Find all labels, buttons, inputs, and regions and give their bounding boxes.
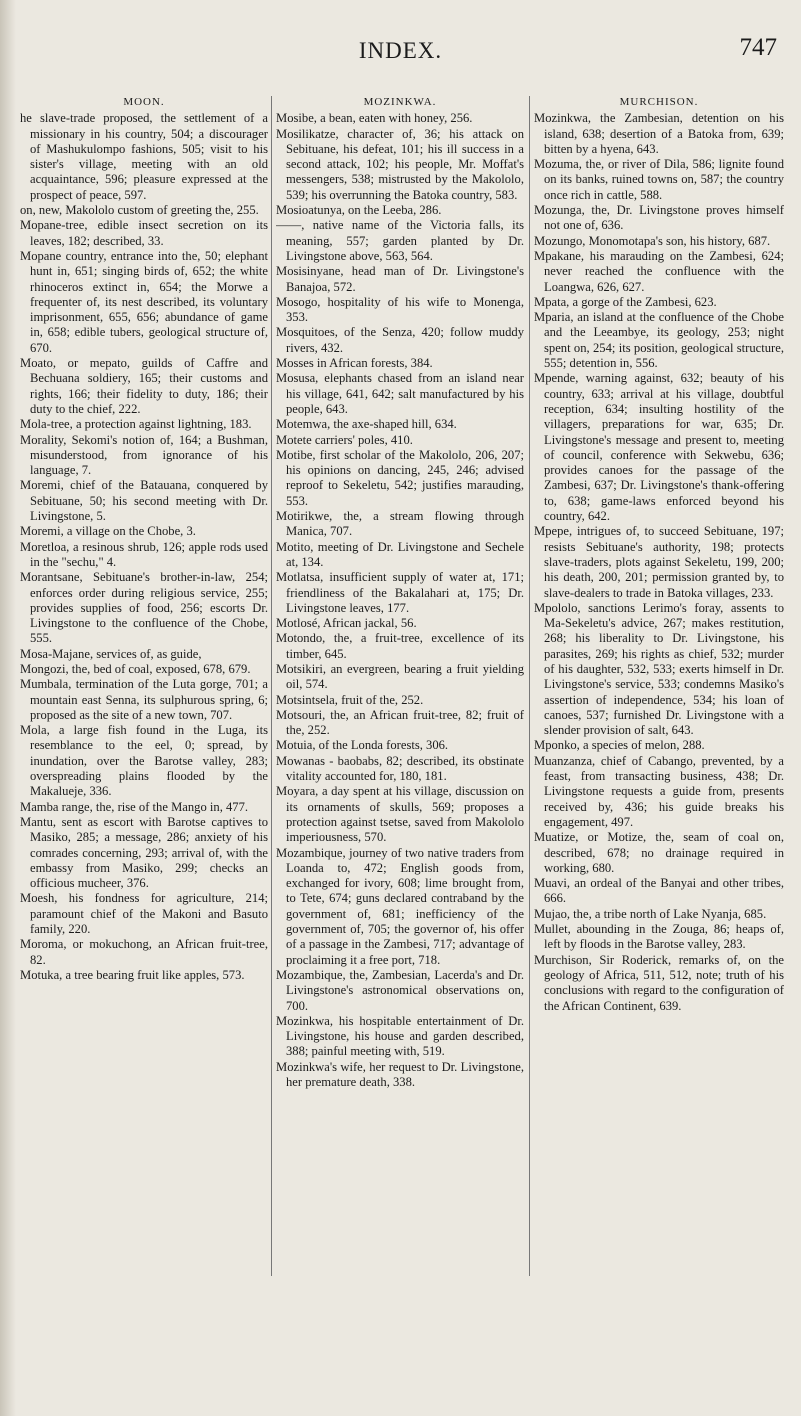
index-entry: Mopane-tree, edible insect secretion on its leaves, 182; described, 33. <box>20 218 268 248</box>
index-entry: Muanzanza, chief of Cabango, prevented, by a feast, from transacting business, 438; Dr. Livingstone requests a guide from, presents received by, 436; his guide breaks his engagement, 497. <box>534 753 784 829</box>
index-entry: Moretloa, a resinous shrub, 126; apple rods used in the "sechu," 4. <box>20 539 268 569</box>
page-binding-shadow <box>0 0 16 1416</box>
index-entry: Muatize, or Motize, the, seam of coal on, described, 678; no drainage required in working, 680. <box>534 830 784 875</box>
index-entry: Mosa-Majane, services of, as guide, <box>20 646 202 661</box>
index-column-2 <box>276 95 524 1395</box>
running-head <box>0 38 801 68</box>
index-entry: Motuka, a tree bearing fruit like apples, 573. <box>20 967 245 982</box>
index-entry: Mosses in African forests, 384. <box>276 356 433 371</box>
index-entry: Mpende, warning against, 632; beauty of his country, 633; arrival at his village, doubtful reception, 634; insulting hostility of the villagers, preparations for war, 635; Dr. Livingstone's message and present to, meeting of council, conference with Sekwebu, 636; provides canoes for the passage of the Zambesi, 637; Dr. Livingstone's thank-offering to, 638; game-laws enforced beyond his country, 642. <box>534 371 784 524</box>
index-entry: Motuia, of the Londa forests, 306. <box>276 738 449 753</box>
index-entry: Moremi, a village on the Chobe, 3. <box>20 524 196 539</box>
index-entry: Mosogo, hospitality of his wife to Monenga, 353. <box>276 294 524 325</box>
index-entry: Motemwa, the axe-shaped hill, 634. <box>276 417 457 432</box>
index-entry: Mozinkwa, his hospitable entertainment of Dr. Livingstone, his house and garden described, 388; painful meeting with, 519. <box>276 1013 524 1059</box>
index-entry: Mosioatunya, on the Leeba, 286. <box>276 203 442 218</box>
column-heading: MOZINKWA. <box>363 96 437 108</box>
index-entry: Moato, or mepato, guilds of Caffre and Bechuana soldiery, 165; their customs and rights, 166; their fidelity to duty, 186; their duty to the chief, 222. <box>20 356 268 416</box>
index-entry: Motsouri, the, an African fruit-tree, 82; fruit of the, 252. <box>276 707 524 738</box>
index-entry: Mola-tree, a protection against lightning, 183. <box>20 417 252 432</box>
index-entry: Moesh, his fondness for agriculture, 214; paramount chief of the Makoni and Basuto family, 220. <box>20 891 268 937</box>
index-entry: Moroma, or mokuchong, an African fruit-tree, 82. <box>20 937 268 967</box>
index-entry: Morantsane, Sebituane's brother-in-law, 254; enforces order during religious service, 255; provides supplies of food, 256; escorts Dr. Livingstone to the confluence of the Chobe, 555. <box>20 570 268 646</box>
index-entry: Moremi, chief of the Batauana, conquered by Sebituane, 50; his second meeting with Dr. Livingstone, 5. <box>20 478 268 524</box>
index-entry: Mozungo, Monomotapa's son, his history, 687. <box>534 233 771 248</box>
index-entry: Mozinkwa's wife, her request to Dr. Livingstone, her premature death, 338. <box>276 1059 524 1089</box>
index-entry: Motlosé, African jackal, 56. <box>276 616 417 631</box>
column-heading: MURCHISON. <box>619 96 699 108</box>
index-entry: Motlatsa, insufficient supply of water at, 171; friendliness of the Bakalahari at, 175; Dr. Livingstone leaves, 177. <box>276 570 524 615</box>
index-entry: Mozambique, the, Zambesian, Lacerda's and Dr. Livingstone's astronomical observations on, 700. <box>276 967 524 1013</box>
index-entry: Mozambique, journey of two native traders from Loanda to, 472; English goods from, exchanged for ivory, 608; lime brought from, to Tete, 674; guns declared contraband by the government of, 681; inefficiency of the government of, 705; the governor of, his offer of a passage in the Zambesi, 717; advantage of proclaiming it a free port, 718. <box>276 845 524 967</box>
index-entry: Motirikwe, the, a stream flowing through Manica, 707. <box>276 509 524 539</box>
index-entry: Mowanas - baobabs, 82; described, its obstinate vitality accounted for, 180, 181. <box>276 753 524 784</box>
index-entry: Mullet, abounding in the Zouga, 86; heaps of, left by floods in the Barotse valley, 283. <box>534 922 784 952</box>
index-entry: Mosusa, elephants chased from an island near his village, 641, 642; salt manufactured by his people, 643. <box>276 371 524 416</box>
index-column-1 <box>20 95 268 1395</box>
index-entry: Mosibe, a bean, eaten with honey, 256. <box>276 111 473 126</box>
index-entry: Muavi, an ordeal of the Banyai and other tribes, 666. <box>534 876 784 906</box>
index-entry: Mujao, the, a tribe north of Lake Nyanja, 685. <box>534 906 767 921</box>
column-rule <box>271 96 272 1276</box>
index-entry: Mamba range, the, rise of the Mango in, 477. <box>20 799 249 814</box>
index-entry: Mpepe, intrigues of, to succeed Sebituane, 197; resists Sebituane's authority, 198; protects slave-traders, plots against Sekeletu, 199, 200; his death, 200, 201; permission granted by, to slave-dealers to trade in Batoka villages, 233. <box>534 524 784 600</box>
index-entry: Moyara, a day spent at his village, discussion on its ornaments of skulls, 569; proposes a protection against tsetse, saved from Makololo imperiousness, 570. <box>276 784 524 845</box>
index-entry: Mosisinyane, head man of Dr. Livingstone's Banajoa, 572. <box>276 264 524 294</box>
index-entry: Motsikiri, an evergreen, bearing a fruit yielding oil, 574. <box>276 661 524 692</box>
index-entry: on, new, Makololo custom of greeting the, 255. <box>20 203 259 218</box>
index-entry: Mozuma, the, or river of Dila, 586; lignite found on its banks, ruined towns on, 587; the country once rich in cattle, 588. <box>534 157 784 202</box>
index-entry: Mpakane, his marauding on the Zambesi, 624; never reached the confluence with the Loangwa, 626, 627. <box>534 248 784 294</box>
index-entry: Morality, Sekomi's notion of, 164; a Bushman, misunderstood, from ignorance of his language, 7. <box>20 432 268 478</box>
index-entry: Mozunga, the, Dr. Livingstone proves himself not one of, 636. <box>534 203 784 233</box>
index-entry: Mosilikatze, character of, 36; his attack on Sebituane, his defeat, 101; his ill success in a second attack, 102; his people, Mr. Moffat's messengers, 538; mistrusted by the Makololo, 539; his overrunning the Batoka country, 583. <box>276 126 524 202</box>
index-entry: Mparia, an island at the confluence of the Chobe and the Leeambye, its geology, 253; night spent on, 254; its position, geological structure, 555; detention in, 556. <box>534 310 784 371</box>
index-entry: Mozinkwa, the Zambesian, detention on his island, 638; desertion of a Batoka from, 639; bitten by a hyena, 643. <box>534 111 784 156</box>
page-number: 747 <box>739 34 777 61</box>
column-heading: MOON. <box>123 96 165 108</box>
index-entry: Motsintsela, fruit of the, 252. <box>276 692 424 707</box>
index-entry: Motito, meeting of Dr. Livingstone and Sechele at, 134. <box>276 539 524 569</box>
index-entry: Mantu, sent as escort with Barotse captives to Masiko, 285; a message, 286; anxiety of his comrades concerning, 293; arrival of, with the embassy from Masiko, 299; checks an officious mucheer, 376. <box>20 814 268 891</box>
index-entry: he slave-trade proposed, the settlement of a missionary in his country, 504; a discourager of Mashukulompo fashions, 505; visit to his sister's village, meeting with an old acquaintance, 596; pleasure expressed at the prospect of peace, 597. <box>20 111 268 202</box>
index-entry: Mongozi, the, bed of coal, exposed, 678, 679. <box>20 661 251 676</box>
index-entry: Mpololo, sanctions Lerimo's foray, assents to Ma-Sekeletu's advice, 267; makes restitution, 268; his liberality to Dr. Livingstone, his parasites, 269; his rights as chief, 532; murder of his daughter, 532, 533; exerts himself in Dr. Livingstone's service, 533; condemns Masiko's assertion of independence, 534; his loan of canoes, 537; furnished Dr. Livingstone with a slender provision of salt, 643. <box>534 600 784 738</box>
index-entry: Motondo, the, a fruit-tree, excellence of its timber, 645. <box>276 631 524 661</box>
index-entry: ——, native name of the Victoria falls, its meaning, 557; garden planted by Dr. Livingstone above, 563, 564. <box>276 218 524 263</box>
index-entry: Murchison, Sir Roderick, remarks of, on the geology of Africa, 511, 512, note; truth of his conclusions with regard to the configuration of the African Continent, 639. <box>534 952 784 1013</box>
index-entry: Mosquitoes, of the Senza, 420; follow muddy rivers, 432. <box>276 325 524 355</box>
column-rule <box>529 96 530 1276</box>
index-column-3 <box>534 95 784 1395</box>
index-entry: Mopane country, entrance into the, 50; elephant hunt in, 651; singing birds of, 652; the white rhinoceros extinct in, 654; the Morwe a frequenter of, its nest described, its voluntary imprisonment, 655, 656; abundance of game in, 658; edible tubers, geological structure of, 670. <box>20 248 268 355</box>
index-entry: Mumbala, termination of the Luta gorge, 701; a mountain east Senna, its sulphurous spring, 6; proposed as the site of a new town, 707. <box>20 677 268 722</box>
index-entry: Motete carriers' poles, 410. <box>276 432 413 447</box>
index-entry: Mola, a large fish found in the Luga, its resemblance to the eel, 0; spread, by inundation, over the Barotse valley, 283; overspreading plains flooded by the Makalueje, 336. <box>20 723 268 799</box>
index-entry: Mpata, a gorge of the Zambesi, 623. <box>534 294 717 309</box>
index-entry: Motibe, first scholar of the Makololo, 206, 207; his opinions on dancing, 245, 246; advised reproof to Sekeletu, 542; justifies marauding, 553. <box>276 447 524 508</box>
page-title: INDEX. <box>358 38 443 63</box>
index-entry: Mponko, a species of melon, 288. <box>534 738 705 753</box>
